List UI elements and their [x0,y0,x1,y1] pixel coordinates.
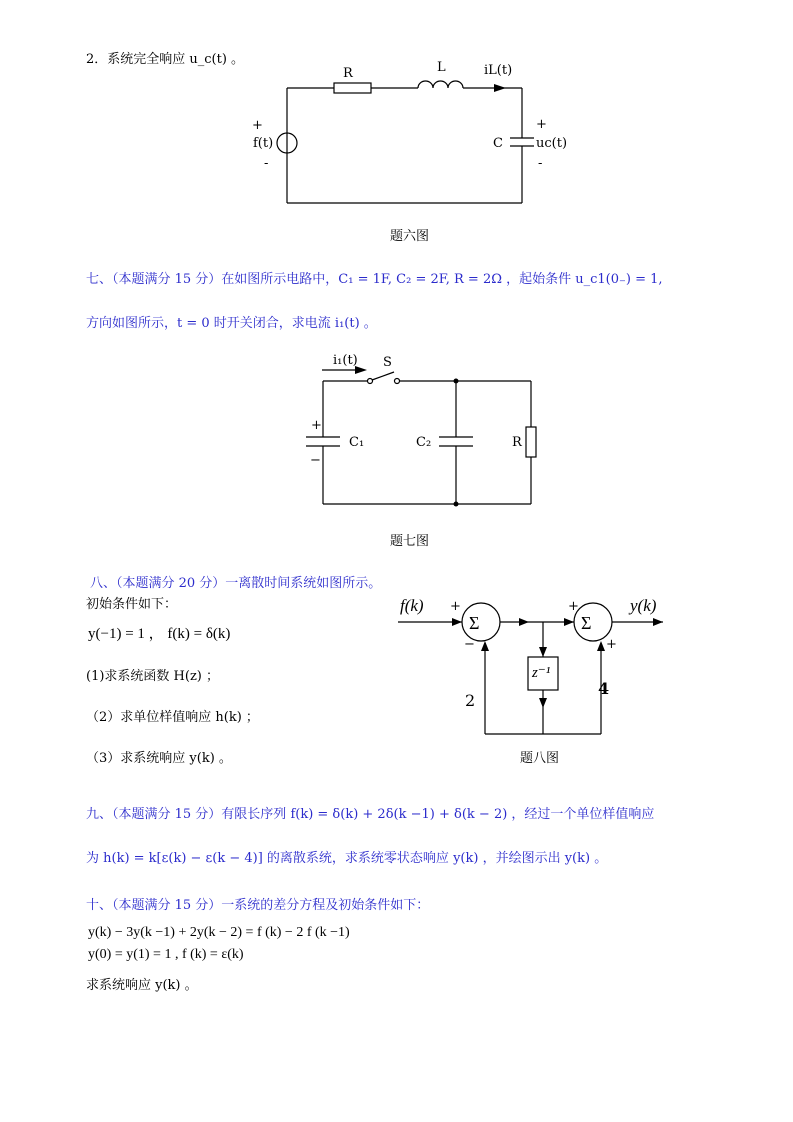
q6-label-f: f(t) [253,136,274,151]
q6-part2-text: 2．系统完全响应 u_c(t) 。 [86,52,245,67]
q8-arrow-from-delay [539,698,547,708]
q7-label-R: R [512,435,522,450]
q10-eq1: y(k) − 3y(k −1) + 2y(k − 2) = f (k) − 2 f (k −1) [88,925,350,940]
q8-arrow-out [653,618,663,626]
q8-label-plus2: + [568,599,579,614]
q8-arrow-mid [519,618,529,626]
q8-label-minus1: − [464,637,475,652]
q8-gain-4: 4 [598,679,610,698]
q8-label-plus1: + [450,599,461,614]
q10-ask: 求系统响应 y(k) 。 [86,978,198,993]
q6-label-iL: iL(t) [484,63,513,78]
q8-title: 八、（本题满分 20 分）一离散时间系统如图所示。 [90,576,382,591]
q7-line2: 方向如图所示，t = 0 时开关闭合，求电流 i₁(t) 。 [86,316,377,331]
q6-label-L: L [437,60,446,75]
q8-label-y: y(k) [630,596,657,615]
q8-cond: y(−1) = 1 ， f(k) = δ(k) [88,626,231,642]
q7-label-plus: + [311,418,322,433]
q10-eq2: y(0) = y(1) = 1 , f (k) = ε(k) [88,947,244,962]
q8-arrow-feedback-2 [597,641,605,651]
q8-item3: （3）求系统响应 y(k) 。 [86,751,232,766]
q8-cond-label: 初始条件如下： [86,597,178,612]
q7-line1: 七、（本题满分 15 分）在如图所示电路中，C₁ = 1F, C₂ = 2F, R = 2Ω ，起始条件 u_c1(0₋) = 1, [86,272,663,287]
q9-line2: 为 h(k) = k[ε(k) − ε(k − 4)] 的离散系统，求系统零状态响应 y(k) ，并绘图示出 y(k) 。 [86,851,608,866]
q8-arrow-feedback-1 [481,641,489,651]
q8-sigma-1: Σ [469,613,480,633]
q8-sigma-2: Σ [581,613,592,633]
q8-label-f: f(k) [400,596,424,615]
q7-caption: 题七图 [390,534,430,549]
q8-arrow-to-sum2 [564,618,574,626]
q8-caption: 题八图 [520,751,560,766]
q7-label-C1: C₁ [349,435,365,450]
q7-label-C2: C₂ [416,435,432,450]
q7-label-i1: i₁(t) [333,353,358,368]
q6-label-R: R [343,66,353,81]
q9-line1: 九、（本题满分 15 分）有限长序列 f(k) = δ(k) + 2δ(k −1) + δ(k − 2) ，经过一个单位样值响应 [86,807,655,822]
q10-title: 十、（本题满分 15 分）一系统的差分方程及初始条件如下： [86,898,430,913]
q8-label-plus3: + [606,637,617,652]
q6-label-C: C [493,136,503,151]
q6-caption: 题六图 [390,229,430,244]
q7-label-minus: − [310,453,321,468]
q8-item2: （2）求单位样值响应 h(k) ； [86,710,259,725]
q6-label-plus-left: + [252,118,263,133]
q6-label-uc: uc(t) [536,136,568,151]
q6-label-minus-left: - [264,156,269,171]
q7-label-S: S [383,355,392,370]
q8-arrow-in [452,618,462,626]
q6-label-plus-right: + [536,117,547,132]
q6-label-minus-right: - [538,156,543,171]
q8-gain-2: 2 [465,691,476,710]
q8-label-z: z⁻¹ [532,665,551,681]
q8-item1: (1)求系统函数 H(z) ； [86,669,220,684]
q8-arrow-to-delay [539,647,547,657]
